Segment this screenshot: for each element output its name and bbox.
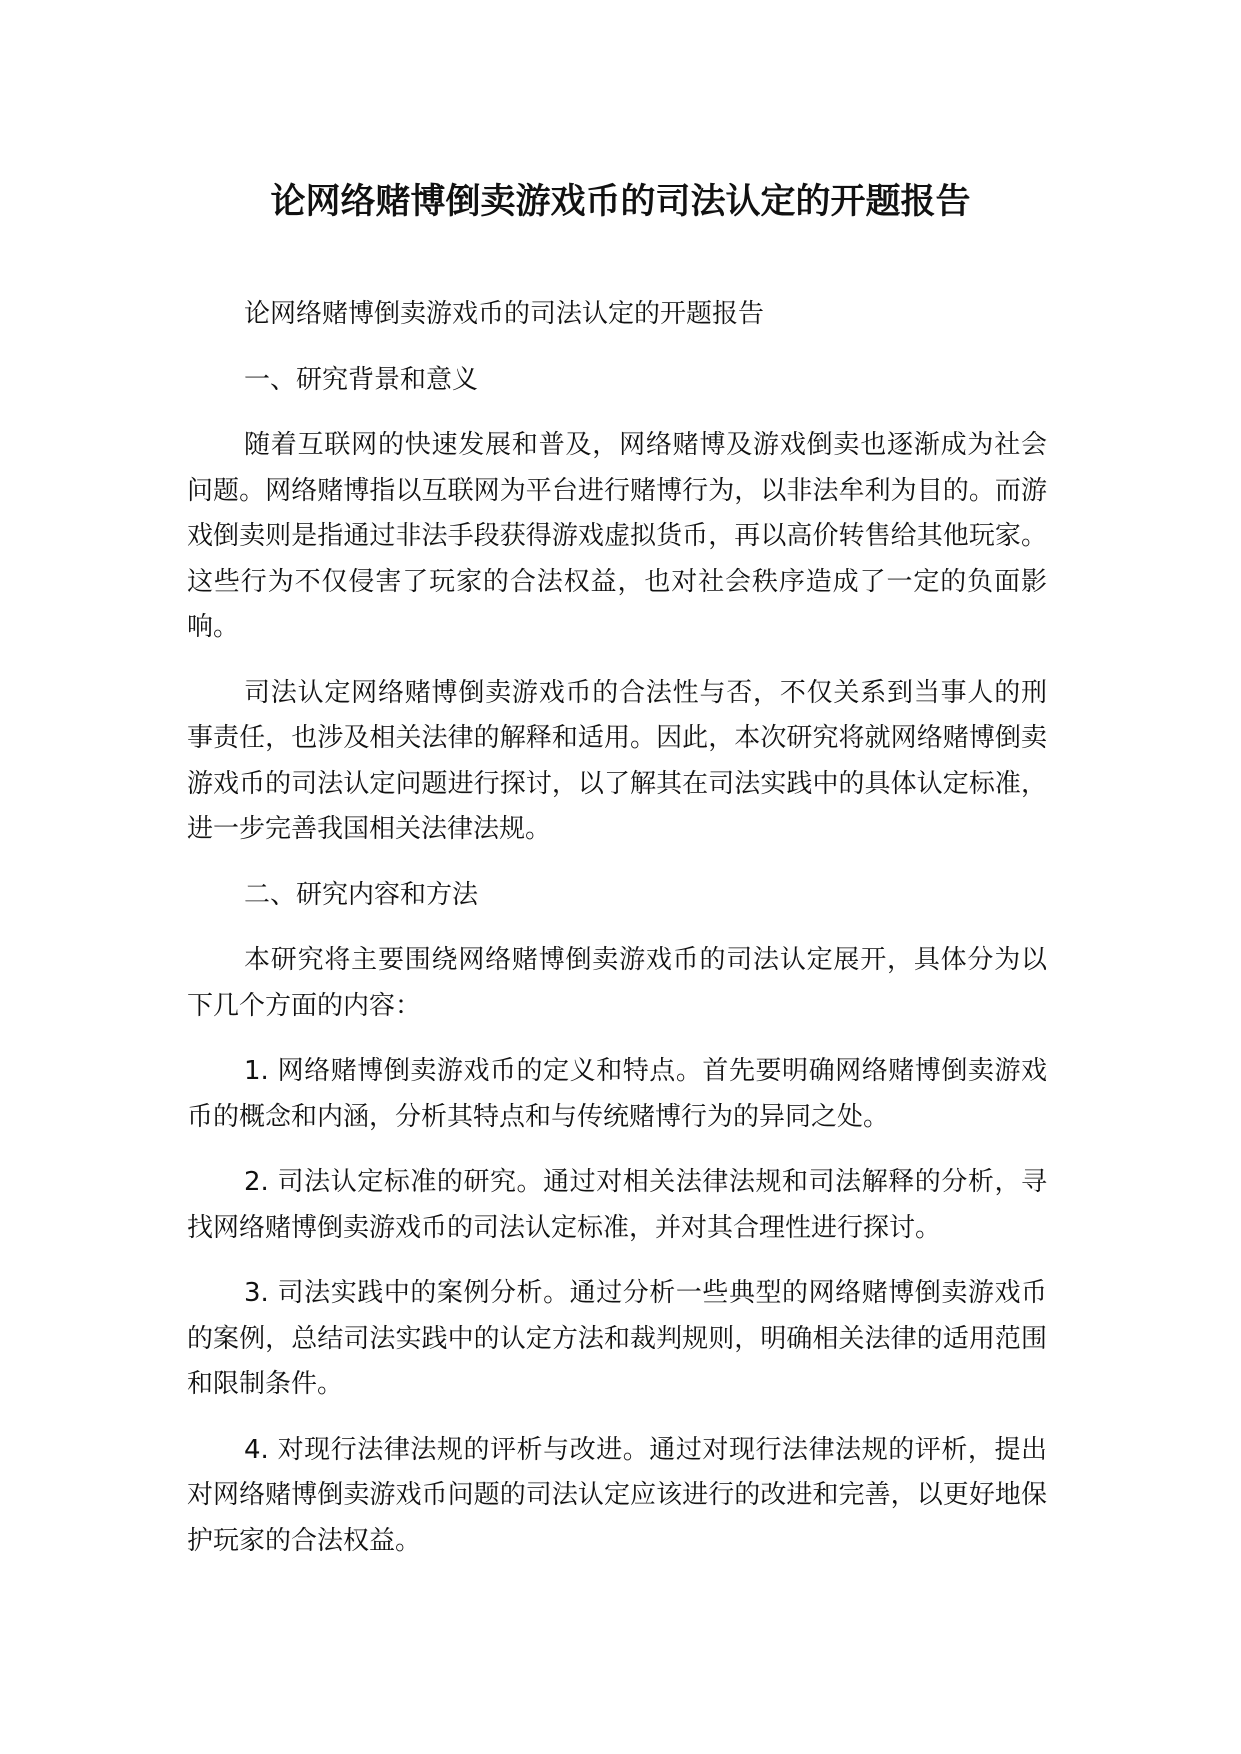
body-paragraph: 本研究将主要围绕网络赌博倒卖游戏币的司法认定展开，具体分为以下几个方面的内容：: [187, 945, 1047, 1021]
list-item: 2. 司法认定标准的研究。通过对相关法律法规和司法解释的分析，寻找网络赌博倒卖游戏币的司法认定标准，并对其合理性进行探讨。: [187, 1167, 1047, 1243]
section-heading-content: 二、研究内容和方法: [244, 879, 479, 910]
list-item: 1. 网络赌博倒卖游戏币的定义和特点。首先要明确网络赌博倒卖游戏币的概念和内涵，分析其特点和与传统赌博行为的异同之处。: [187, 1056, 1047, 1132]
list-item: 3. 司法实践中的案例分析。通过分析一些典型的网络赌博倒卖游戏币的案例，总结司法实践中的认定方法和裁判规则，明确相关法律的适用范围和限制条件。: [187, 1278, 1047, 1399]
section-heading-background: 一、研究背景和意义: [244, 364, 479, 395]
body-paragraph: 随着互联网的快速发展和普及，网络赌博及游戏倒卖也逐渐成为社会问题。网络赌博指以互联网为平台进行赌博行为，以非法牟利为目的。而游戏倒卖则是指通过非法手段获得游戏虚拟货币，再以高价转售给其他玩家。这些行为不仅侵害了玩家的合法权益，也对社会秩序造成了一定的负面影响。: [187, 430, 1047, 642]
subtitle-paragraph: 论网络赌博倒卖游戏币的司法认定的开题报告: [244, 299, 765, 329]
list-item: 4. 对现行法律法规的评析与改进。通过对现行法律法规的评析，提出对网络赌博倒卖游戏币问题的司法认定应该进行的改进和完善，以更好地保护玩家的合法权益。: [187, 1434, 1047, 1556]
body-paragraph: 司法认定网络赌博倒卖游戏币的合法性与否，不仅关系到当事人的刑事责任，也涉及相关法律的解释和适用。因此，本次研究将就网络赌博倒卖游戏币的司法认定问题进行探讨，以了解其在司法实践中的具体认定标准，进一步完善我国相关法律法规。: [187, 677, 1047, 844]
document-body: [187, 292, 1047, 1584]
document-title: 论网络赌博倒卖游戏币的司法认定的开题报告: [270, 182, 971, 222]
